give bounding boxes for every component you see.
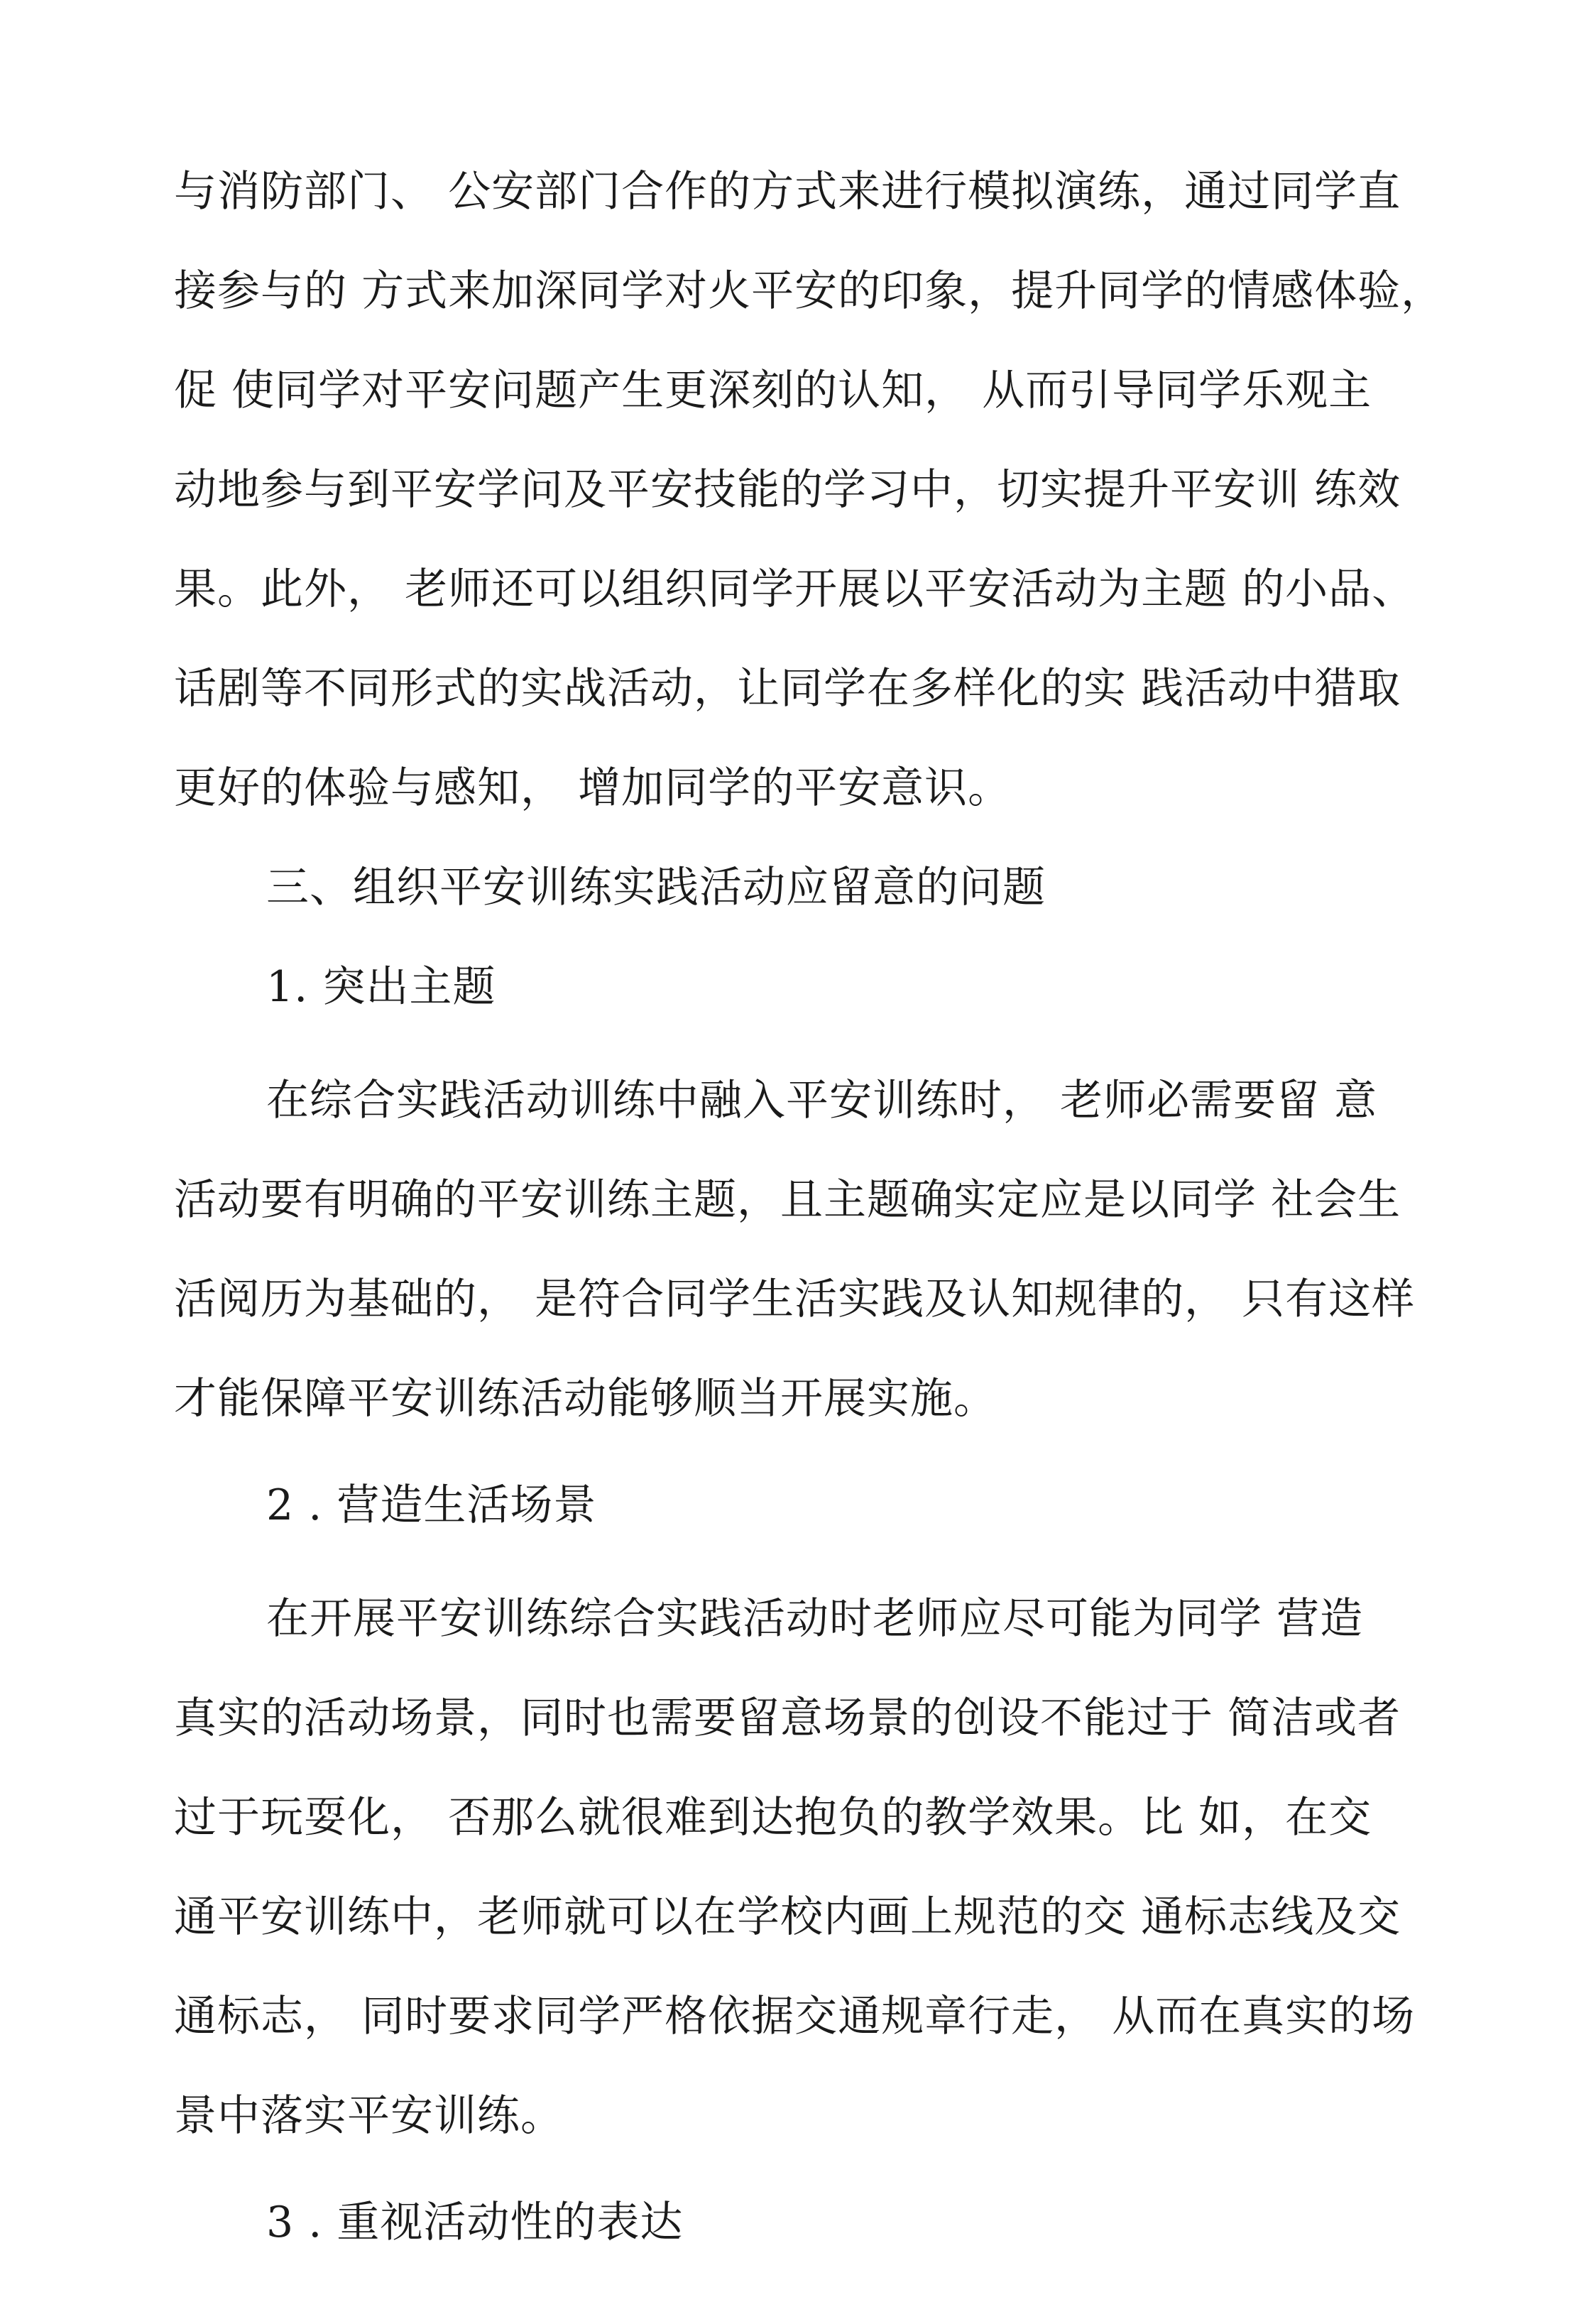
subsection-heading: 1. 突出主题: [266, 962, 496, 1012]
paragraph-line: 在开展平安训练综合实践活动时老师应尽可能为同学 营造: [266, 1594, 1364, 1644]
paragraph-line: 通标志， 同时要求同学严格依据交通规章行走， 从而在真实的场: [174, 1992, 1416, 2041]
paragraph-line: 真实的活动场景，同时也需要留意场景的创设不能过于 简洁或者: [174, 1693, 1401, 1743]
paragraph-line: 才能保障平安训练活动能够顺当开展实施。: [174, 1374, 997, 1424]
paragraph-line: 与消防部门、 公安部门合作的方式来进行模拟演练，通过同学直: [174, 167, 1401, 217]
paragraph-line: 过于玩耍化， 否那么就很难到达抱负的教学效果。比 如，在交: [174, 1793, 1372, 1843]
paragraph-line: 在综合实践活动训练中融入平安训练时， 老师必需要留 意: [266, 1076, 1378, 1125]
paragraph-line: 促 使同学对平安问题产生更深刻的认知， 从而引导同学乐观主: [174, 366, 1372, 415]
subsection-heading: 3 . 重视活动性的表达: [266, 2198, 684, 2247]
paragraph-line: 活动要有明确的平安训练主题，且主题确实定应是以同学 社会生: [174, 1175, 1401, 1225]
paragraph-line: 通平安训练中，老师就可以在学校内画上规范的交 通标志线及交: [174, 1892, 1401, 1942]
paragraph-line: 更好的体验与感知， 增加同学的平安意识。: [174, 763, 1012, 813]
subsection-heading: 2 . 营造生活场景: [266, 1480, 597, 1530]
paragraph-line: 景中落实平安训练。: [174, 2091, 564, 2141]
paragraph-line: 话剧等不同形式的实战活动，让同学在多样化的实 践活动中猎取: [174, 664, 1401, 714]
section-heading: 三、组织平安训练实践活动应留意的问题: [266, 863, 1046, 912]
paragraph-line: 动地参与到平安学问及平安技能的学习中，切实提升平安训 练效: [174, 465, 1401, 515]
paragraph-line: 活阅历为基础的， 是符合同学生活实践及认知规律的， 只有这样: [174, 1275, 1416, 1324]
paragraph-line: 接参与的 方式来加深同学对火平安的印象，提升同学的情感体验，: [174, 266, 1445, 316]
paragraph-line: 果。此外， 老师还可以组织同学开展以平安活动为主题 的小品、: [174, 564, 1416, 614]
